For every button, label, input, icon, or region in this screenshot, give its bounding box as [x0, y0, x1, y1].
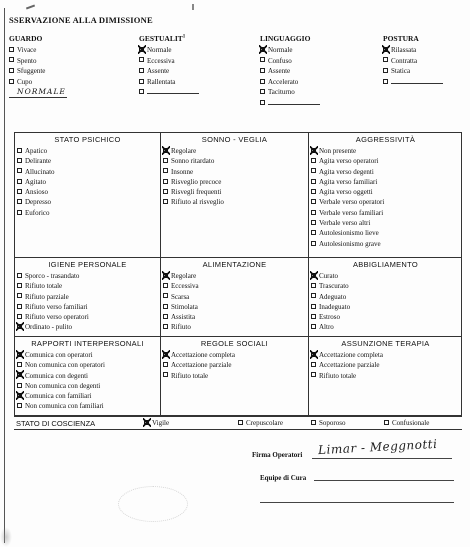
checked-checkbox-icon[interactable] [163, 352, 168, 357]
terapia-option[interactable] [311, 371, 462, 381]
option-label: Agita verso operatori [319, 157, 379, 166]
option-label: Rifiuto verso operatori [25, 313, 89, 322]
option-label: Eccessiva [147, 56, 175, 65]
alimentazione-option[interactable] [163, 281, 308, 291]
option-label: Taciturno [268, 88, 295, 97]
option-label: Statica [391, 67, 411, 76]
coscienza-row [14, 416, 462, 430]
option-label: Euforico [25, 208, 50, 217]
option-label: Contratta [391, 56, 418, 65]
checkbox-icon[interactable] [17, 403, 22, 408]
rapporti-option[interactable] [17, 371, 160, 381]
option-label: Comunica con degenti [25, 371, 88, 380]
igiene-personale-option[interactable] [17, 271, 160, 281]
option-label: Spento [17, 56, 37, 65]
equipe-line[interactable] [314, 480, 454, 481]
igiene-personale-option[interactable] [17, 281, 160, 291]
option-label: Confuso [268, 56, 292, 65]
checkbox-icon[interactable] [311, 324, 316, 329]
checkbox-icon[interactable] [163, 199, 168, 204]
abbigliamento-option[interactable] [311, 302, 462, 312]
alimentazione-option[interactable] [163, 322, 308, 332]
option-label: Agitato [25, 177, 46, 186]
stato-psichico-header: STATO PSICHICO [54, 135, 121, 144]
guardo-section [9, 34, 129, 98]
checked-checkbox-icon[interactable] [311, 148, 316, 153]
option-label: Inadeguato [319, 302, 351, 311]
option-label: Sporco - trasandato [25, 272, 80, 280]
gestualita-options [139, 45, 259, 98]
abbigliamento-option[interactable] [311, 281, 462, 291]
sonno-veglia-cell [161, 133, 309, 258]
checkbox-icon[interactable] [17, 383, 22, 388]
stato-psichico-option[interactable] [17, 208, 160, 218]
option-label: Cupo [17, 77, 33, 86]
terapia-option[interactable] [311, 360, 462, 370]
option-label: Rifiuto totale [319, 371, 357, 380]
coscienza-option-crepuscolare[interactable] [238, 417, 283, 430]
option-label: Regolare [171, 147, 197, 155]
linguaggio-option[interactable] [260, 56, 380, 67]
gestualita-section [139, 34, 259, 98]
option-label: Rifiuto totale [25, 282, 63, 291]
aggressivita-header: AGGRESSIVITÀ [355, 135, 416, 144]
igiene-personale-option[interactable] [17, 292, 160, 302]
gestualita-option[interactable] [139, 45, 259, 56]
checkbox-icon[interactable] [163, 179, 168, 184]
abbigliamento-option[interactable] [311, 322, 462, 332]
sonno-veglia-option[interactable] [163, 177, 308, 187]
rapporti-options [15, 350, 160, 412]
abbigliamento-header: ABBIGLIAMENTO [352, 260, 419, 269]
igiene-personale-option[interactable] [17, 322, 160, 332]
option-label: Non presente [319, 147, 357, 155]
checkbox-icon [238, 420, 243, 425]
coscienza-label: STATO DI COSCIENZA [16, 419, 96, 428]
postura-option[interactable] [383, 77, 470, 88]
checkbox-icon[interactable] [17, 283, 22, 288]
blank-line[interactable] [268, 99, 320, 105]
equipe-label: Equipe di Cura [260, 474, 307, 482]
linguaggio-option[interactable] [260, 45, 380, 56]
linguaggio-option[interactable] [260, 66, 380, 77]
blank-line[interactable] [391, 78, 443, 84]
checkbox-icon[interactable] [311, 168, 316, 173]
alimentazione-options [161, 271, 308, 333]
checked-checkbox-icon[interactable] [383, 47, 388, 52]
aggressivita-option[interactable] [311, 208, 462, 218]
checkbox-icon[interactable] [163, 283, 168, 288]
option-label: Scarsa [171, 292, 190, 301]
igiene-cell [15, 258, 161, 337]
postura-header: POSTURA [383, 34, 419, 43]
rapporti-option[interactable] [17, 350, 160, 360]
checkbox-icon[interactable] [139, 79, 144, 84]
checked-checkbox-icon[interactable] [17, 393, 22, 398]
option-label: Rifiuto al risveglio [171, 198, 224, 207]
option-label: Verbale verso altri [319, 219, 371, 228]
linguaggio-option[interactable] [260, 77, 380, 88]
aggressivita-option[interactable] [311, 146, 462, 156]
checkbox-icon[interactable] [311, 220, 316, 225]
terapia-cell [309, 337, 462, 416]
guardo-options [9, 45, 129, 87]
checked-checkbox-icon[interactable] [139, 47, 144, 52]
checkbox-icon[interactable] [260, 79, 265, 84]
aggressivita-option[interactable] [311, 218, 462, 228]
stato-psichico-option[interactable] [17, 167, 160, 177]
igiene-header: IGIENE PERSONALE [48, 260, 127, 269]
option-label: Rifiuto verso familiari [25, 302, 88, 311]
guardo-header: GUARDO [9, 34, 43, 43]
option-label: Agita verso familiari [319, 177, 378, 186]
checkbox-icon[interactable] [260, 57, 265, 62]
terapia-options [309, 350, 462, 381]
checkbox-icon[interactable] [163, 189, 168, 194]
checkbox-icon[interactable] [9, 57, 14, 62]
option-label: Rallentata [147, 77, 176, 86]
checkbox-icon[interactable] [260, 100, 265, 105]
linguaggio-section [260, 34, 380, 109]
alimentazione-cell [161, 258, 309, 337]
coscienza-option-confusionale[interactable] [384, 417, 429, 430]
checkbox-icon[interactable] [163, 304, 168, 309]
postura-options [383, 45, 470, 87]
checkbox-icon[interactable] [383, 79, 388, 84]
regole-sociali-cell [161, 337, 309, 416]
checkbox-icon [384, 420, 389, 425]
checkbox-icon[interactable] [311, 241, 316, 246]
option-label: Estroso [319, 313, 340, 322]
operator-signature: Limar - Meggnotti [317, 436, 438, 458]
rapporti-cell [15, 337, 161, 416]
stato-psichico-option[interactable] [17, 156, 160, 166]
option-label: Ansioso [25, 188, 48, 197]
option-label: Trascurato [319, 282, 349, 291]
checkbox-icon[interactable] [311, 179, 316, 184]
firma-line[interactable] [312, 458, 452, 459]
option-label: Eccessiva [171, 282, 199, 291]
abbigliamento-option[interactable] [311, 292, 462, 302]
alimentazione-header: ALIMENTAZIONE [202, 260, 267, 269]
abbigliamento-option[interactable] [311, 271, 462, 281]
option-label: Adeguato [319, 292, 347, 301]
option-label: Stimolata [171, 302, 198, 311]
checkbox-icon[interactable] [163, 158, 168, 163]
faded-stamp [118, 486, 188, 522]
aggressivita-option[interactable] [311, 228, 462, 238]
checkbox-icon[interactable] [311, 304, 316, 309]
checked-checkbox-icon[interactable] [163, 273, 168, 278]
checkbox-icon[interactable] [17, 148, 22, 153]
guardo-option[interactable] [9, 66, 129, 77]
checkbox-icon[interactable] [17, 314, 22, 319]
gestualita-option[interactable] [139, 87, 259, 98]
checked-checkbox-icon[interactable] [311, 352, 316, 357]
checkbox-icon[interactable] [17, 189, 22, 194]
page-edge-line [4, 8, 5, 543]
option-label: Depresso [25, 198, 52, 207]
option-label: Normale [268, 46, 293, 54]
checkbox-icon[interactable] [139, 68, 144, 73]
option-label: Altro [319, 323, 334, 332]
guardo-option[interactable] [9, 77, 129, 88]
option-label: Assente [147, 67, 170, 76]
terapia-header: ASSUNZIONE TERAPIA [341, 339, 430, 348]
ink-mark [26, 5, 35, 10]
checkbox-icon[interactable] [9, 79, 14, 84]
postura-option[interactable] [383, 56, 470, 67]
coscienza-option-soporoso[interactable] [311, 417, 345, 430]
alimentazione-option[interactable] [163, 271, 308, 281]
rapporti-option[interactable] [17, 360, 160, 370]
option-label: Confusionale [392, 419, 430, 427]
option-label: Curato [319, 272, 339, 280]
scan-smudge [0, 527, 12, 547]
option-label: Allucinato [25, 167, 55, 176]
option-label: Accettazione parziale [319, 361, 380, 370]
option-label: Verbale verso operatori [319, 198, 385, 207]
linguaggio-option[interactable] [260, 98, 380, 109]
option-label: Accettazione completa [319, 351, 383, 359]
aggressivita-option[interactable] [311, 239, 462, 249]
checkbox-icon[interactable] [17, 293, 22, 298]
checkbox-icon[interactable] [311, 158, 316, 163]
aggressivita-option[interactable] [311, 167, 462, 177]
option-label: Comunica con operatori [25, 351, 93, 359]
igiene-personale-option[interactable] [17, 302, 160, 312]
option-label: Apatico [25, 147, 48, 155]
checkbox-icon[interactable] [311, 199, 316, 204]
aggressivita-option[interactable] [311, 156, 462, 166]
guardo-option[interactable] [9, 45, 129, 56]
option-label: Assistita [171, 313, 196, 322]
coscienza-option-vigile[interactable] [144, 417, 169, 430]
option-label: Agita verso degenti [319, 167, 374, 176]
option-label: Regolare [171, 272, 197, 280]
regole-sociali-options [161, 350, 308, 381]
gestualita-option[interactable] [139, 77, 259, 88]
checked-checkbox-icon [144, 420, 149, 425]
checkbox-icon[interactable] [17, 304, 22, 309]
checkbox-icon[interactable] [17, 273, 22, 278]
option-label: Sonno ritardato [171, 157, 215, 166]
checkbox-icon[interactable] [311, 210, 316, 215]
option-label: Verbale verso familiari [319, 208, 384, 217]
stato-psichico-options [15, 146, 160, 218]
checkbox-icon[interactable] [311, 230, 316, 235]
gestualita-sup: 1 [182, 34, 186, 40]
option-label: Rifiuto parziale [25, 292, 69, 301]
checked-checkbox-icon[interactable] [163, 148, 168, 153]
sonno-veglia-option[interactable] [163, 146, 308, 156]
checkbox-icon [311, 420, 316, 425]
gestualita-header [139, 34, 259, 45]
option-label: Non comunica con degenti [25, 381, 101, 390]
alimentazione-option[interactable] [163, 312, 308, 322]
aggressivita-option[interactable] [311, 197, 462, 207]
checkbox-icon[interactable] [163, 324, 168, 329]
checkbox-icon[interactable] [163, 372, 168, 377]
assessment-grid [14, 132, 462, 416]
option-label: Comunica con familiari [25, 392, 92, 401]
abbigliamento-option[interactable] [311, 312, 462, 322]
checkbox-icon[interactable] [163, 314, 168, 319]
checkbox-icon[interactable] [311, 293, 316, 298]
checkbox-icon[interactable] [311, 362, 316, 367]
guardo-handwritten: NORMALE [9, 87, 67, 98]
option-label: Ordinato - pulito [25, 323, 73, 332]
stato-psichico-option[interactable] [17, 197, 160, 207]
terapia-option[interactable] [311, 350, 462, 360]
alimentazione-option[interactable] [163, 292, 308, 302]
regole-sociali-option[interactable] [163, 350, 308, 360]
checkbox-icon[interactable] [139, 89, 144, 94]
option-label: Rifiuto totale [171, 371, 209, 380]
aggressivita-options [309, 146, 462, 249]
checkbox-icon[interactable] [9, 47, 14, 52]
sonno-veglia-option[interactable] [163, 197, 308, 207]
sonno-veglia-option[interactable] [163, 187, 308, 197]
form-title: SSERVAZIONE ALLA DIMISSIONE [9, 15, 153, 25]
alimentazione-option[interactable] [163, 302, 308, 312]
checkbox-icon[interactable] [260, 68, 265, 73]
regole-sociali-option[interactable] [163, 371, 308, 381]
postura-option[interactable] [383, 45, 470, 56]
checkbox-icon[interactable] [17, 168, 22, 173]
checkbox-icon[interactable] [9, 68, 14, 73]
aggressivita-option[interactable] [311, 187, 462, 197]
option-label: Assente [268, 67, 291, 76]
checkbox-icon[interactable] [383, 68, 388, 73]
rapporti-option[interactable] [17, 401, 160, 411]
sonno-veglia-option[interactable] [163, 156, 308, 166]
option-label: Non comunica con operatori [25, 361, 105, 370]
option-label: Rifiuto [171, 323, 191, 332]
stato-psichico-cell [15, 133, 161, 258]
postura-section [383, 34, 470, 87]
equipe-line-2[interactable] [260, 502, 454, 503]
checked-checkbox-icon[interactable] [260, 47, 265, 52]
gestualita-header-text: GESTUALIT [139, 34, 183, 43]
regole-sociali-option[interactable] [163, 360, 308, 370]
checkbox-icon[interactable] [17, 199, 22, 204]
option-label: Sfuggente [17, 67, 46, 76]
option-label: Delirante [25, 157, 52, 166]
checked-checkbox-icon[interactable] [17, 352, 22, 357]
checkbox-icon[interactable] [311, 283, 316, 288]
sonno-veglia-option[interactable] [163, 167, 308, 177]
rapporti-option[interactable] [17, 381, 160, 391]
option-label: Accelerato [268, 77, 299, 86]
checkbox-icon[interactable] [383, 57, 388, 62]
sonno-veglia-options [161, 146, 308, 208]
guardo-option[interactable] [9, 56, 129, 67]
checkbox-icon[interactable] [311, 189, 316, 194]
checkbox-icon[interactable] [311, 372, 316, 377]
gestualita-option[interactable] [139, 56, 259, 67]
stato-psichico-option[interactable] [17, 177, 160, 187]
option-label: Autolesionismo grave [319, 239, 381, 248]
checkbox-icon[interactable] [17, 158, 22, 163]
ink-mark [192, 4, 194, 10]
sonno-veglia-header: SONNO - VEGLIA [201, 135, 268, 144]
postura-option[interactable] [383, 66, 470, 77]
option-label: Risvegli frequenti [171, 188, 222, 197]
checkbox-icon[interactable] [139, 57, 144, 62]
blank-line[interactable] [147, 88, 199, 94]
checkbox-icon[interactable] [163, 168, 168, 173]
option-label: Risveglio precoce [171, 177, 222, 186]
option-label: Crepuscolare [246, 419, 283, 427]
option-label: Insonne [171, 167, 194, 176]
rapporti-option[interactable] [17, 391, 160, 401]
checkbox-icon[interactable] [163, 293, 168, 298]
option-label: Agita verso oggetti [319, 188, 373, 197]
aggressivita-option[interactable] [311, 177, 462, 187]
checkbox-icon[interactable] [260, 89, 265, 94]
option-label: Accettazione completa [171, 351, 235, 359]
igiene-options [15, 271, 160, 333]
checkbox-icon[interactable] [17, 362, 22, 367]
checked-checkbox-icon[interactable] [17, 372, 22, 377]
linguaggio-options [260, 45, 380, 109]
abbigliamento-options [309, 271, 462, 333]
checked-checkbox-icon[interactable] [17, 324, 22, 329]
regole-sociali-header: REGOLE SOCIALI [200, 339, 269, 348]
checked-checkbox-icon[interactable] [311, 273, 316, 278]
option-label: Autolesionismo lieve [319, 229, 379, 238]
option-label: Vivace [17, 46, 37, 54]
linguaggio-option[interactable] [260, 87, 380, 98]
gestualita-option[interactable] [139, 66, 259, 77]
option-label: Normale [147, 46, 172, 54]
rapporti-header: RAPPORTI INTERPERSONALI [31, 339, 144, 348]
stato-psichico-option[interactable] [17, 146, 160, 156]
stato-psichico-option[interactable] [17, 187, 160, 197]
option-label: Accettazione parziale [171, 361, 232, 370]
option-label: Non comunica con familiari [25, 402, 104, 411]
checkbox-icon[interactable] [17, 210, 22, 215]
checkbox-icon[interactable] [163, 362, 168, 367]
firma-label: Firma Operatori [252, 451, 303, 459]
checkbox-icon[interactable] [311, 314, 316, 319]
linguaggio-header: LINGUAGGIO [260, 34, 311, 43]
checkbox-icon[interactable] [17, 179, 22, 184]
option-label: Soporoso [319, 419, 346, 427]
aggressivita-cell [309, 133, 462, 258]
abbigliamento-cell [309, 258, 462, 337]
option-label: Vigile [152, 419, 170, 427]
option-label: Rilassata [391, 46, 417, 54]
igiene-personale-option[interactable] [17, 312, 160, 322]
